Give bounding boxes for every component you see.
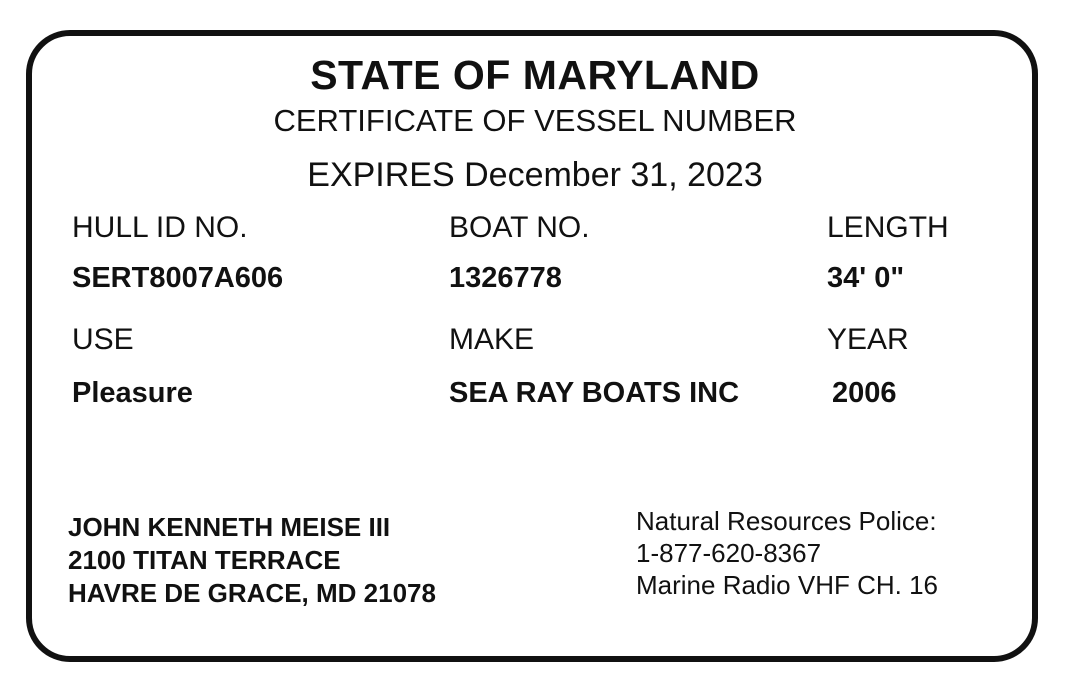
expiration-date: EXPIRES December 31, 2023	[307, 156, 763, 194]
length-value: 34' 0"	[827, 262, 905, 294]
contact-agency: Natural Resources Police:	[636, 506, 937, 536]
use-value: Pleasure	[72, 377, 193, 409]
contact-radio: Marine Radio VHF CH. 16	[636, 570, 938, 600]
owner-street: 2100 TITAN TERRACE	[68, 545, 341, 575]
owner-city-state-zip: HAVRE DE GRACE, MD 21078	[68, 578, 436, 608]
document-subtitle: CERTIFICATE OF VESSEL NUMBER	[273, 103, 797, 138]
year-label: YEAR	[827, 323, 909, 356]
boat-no-label: BOAT NO.	[449, 211, 590, 244]
hull-id-label: HULL ID NO.	[72, 211, 248, 244]
owner-name: JOHN KENNETH MEISE III	[68, 512, 391, 542]
length-label: LENGTH	[827, 211, 949, 244]
use-label: USE	[72, 323, 134, 356]
document-title: STATE OF MARYLAND	[310, 52, 760, 98]
year-value: 2006	[832, 377, 897, 409]
hull-id-value: SERT8007A606	[72, 262, 284, 294]
make-label: MAKE	[449, 323, 535, 356]
boat-no-value: 1326778	[449, 262, 562, 294]
owner-address-block	[68, 511, 436, 610]
make-value: SEA RAY BOATS INC	[449, 377, 740, 409]
contact-phone: 1-877-620-8367	[636, 538, 822, 568]
contact-block	[636, 505, 938, 601]
